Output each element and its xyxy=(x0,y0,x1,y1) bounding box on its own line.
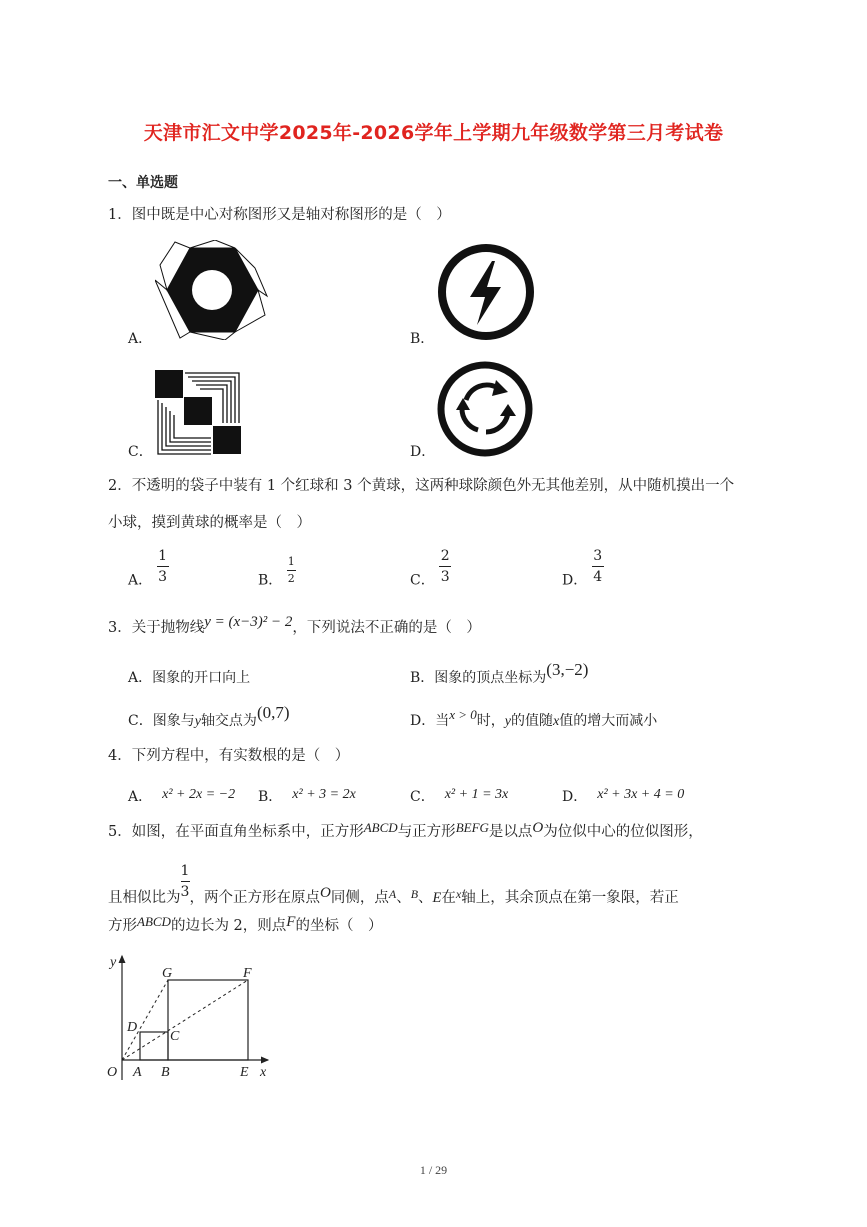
q1-option-b-label: B． xyxy=(410,331,435,347)
label-b: B xyxy=(161,1065,170,1080)
q2-option-c-label: C． xyxy=(410,572,435,589)
q4-option-b-label: B． xyxy=(258,789,283,805)
q3-option-d xyxy=(410,707,658,730)
q2-option-a-label: A． xyxy=(128,572,153,589)
label-x: x xyxy=(260,1065,267,1080)
q2-option-a-fraction: $\frac{1}{3}$ xyxy=(158,548,168,585)
q4-option-c-eq: x² + 1 = 3x xyxy=(444,787,509,802)
q2-option-b xyxy=(258,556,296,590)
q3-option-a: A．图象的开口向上 xyxy=(128,670,251,686)
q5-line2-e-pt: E xyxy=(432,889,442,906)
page-title: 天津市汇文中学2025年-2026学年上学期九年级数学第三月考试卷 xyxy=(143,122,724,144)
square-befg xyxy=(168,980,248,1060)
q3-option-c-math: (0,7) xyxy=(256,703,290,722)
dashed-line-of xyxy=(122,980,248,1060)
q5-line2-j: 在 xyxy=(441,889,456,906)
q3-option-d-var2: x xyxy=(553,714,560,729)
q5-line2-b-pt: B xyxy=(410,886,419,901)
q3-option-c xyxy=(128,703,290,729)
q5-line1-e: 是以点 xyxy=(488,824,533,840)
q3-option-d-mid1: 时， xyxy=(476,713,505,729)
label-f: F xyxy=(243,966,252,981)
q5-square-abcd: ABCD xyxy=(363,820,398,835)
q2-option-b-fraction: $\frac{1}{2}$ xyxy=(287,555,295,585)
q3-option-b-text: B．图象的顶点坐标为 xyxy=(410,670,547,686)
q4-option-b xyxy=(258,786,356,806)
q4-option-b-eq: x² + 3 = 2x xyxy=(292,787,356,802)
page-number: 1 / 29 xyxy=(419,1163,448,1177)
label-g: G xyxy=(162,966,173,981)
q2-option-c xyxy=(410,548,451,590)
q5-ratio-fraction: $\frac{1}{3}$ xyxy=(180,863,190,900)
label-c: C xyxy=(170,1029,180,1044)
q1-figure-c xyxy=(153,368,243,456)
q3-option-d-post: 值的增大而减小 xyxy=(559,713,658,729)
label-e: E xyxy=(240,1065,249,1080)
q5-sep-1: 、 xyxy=(396,889,411,906)
q1-option-a-label: A． xyxy=(128,331,153,347)
q1-option-c-label: C． xyxy=(128,444,153,460)
q2-option-c-fraction: $\frac{2}{3}$ xyxy=(440,548,450,585)
q5-line3-e: 的坐标（ ） xyxy=(295,918,383,934)
q1-figure-b xyxy=(437,243,535,341)
q3-option-d-pre: D．当 xyxy=(410,713,450,729)
q5-point-f: F xyxy=(286,914,296,930)
q5-line2-d: 同侧，点 xyxy=(330,889,389,906)
q4-option-c-label: C． xyxy=(410,789,435,805)
q4-option-a xyxy=(128,786,235,806)
label-o: O xyxy=(107,1065,118,1080)
q1-figure-a xyxy=(155,240,270,340)
q5-line1-c: 与正方形 xyxy=(397,824,456,840)
q2-option-a xyxy=(128,548,169,590)
section-heading: 一、单选题 xyxy=(108,175,178,191)
q2-option-b-label: B． xyxy=(258,572,283,589)
q3-option-d-var1: y xyxy=(504,714,511,729)
q3-option-d-mid2: 的值随 xyxy=(511,713,553,729)
q5-line2-o: O xyxy=(320,884,331,901)
q5-line2-b: ，两个正方形在原点 xyxy=(189,889,320,906)
question-4-stem: 4．下列方程中，有实数根的是（ ） xyxy=(108,748,350,764)
q4-option-a-eq: x² + 2x = −2 xyxy=(162,787,236,802)
q5-line2-x: x xyxy=(455,886,462,901)
q3-option-c-text: C．图象与 xyxy=(128,713,195,729)
question-5-line1 xyxy=(108,822,703,842)
q4-option-d-eq: x² + 3x + 4 = 0 xyxy=(597,787,685,802)
question-5-line2 xyxy=(108,860,679,906)
q1-option-d-label: D． xyxy=(410,444,436,460)
q3-option-b-math: (3,−2) xyxy=(546,660,589,679)
q5-square-befg: BEFG xyxy=(455,820,489,835)
label-a: A xyxy=(133,1065,142,1080)
label-y: y xyxy=(110,955,117,970)
q5-line1-g: 为位似中心的位似图形， xyxy=(543,824,703,840)
q3-option-c-var: y xyxy=(194,714,201,729)
question-1-stem: 1．图中既是中心对称图形又是轴对称图形的是（ ） xyxy=(108,207,451,223)
q5-point-o: O xyxy=(532,820,544,836)
q5-line1-a: 5．如图，在平面直角坐标系中，正方形 xyxy=(108,824,364,840)
q3-formula: y = (x−3)² − 2 xyxy=(204,614,293,630)
question-2-stem-line2: 小球，摸到黄球的概率是（ ） xyxy=(108,515,311,531)
q1-figure-d xyxy=(436,360,534,458)
q3-stem-post: ，下列说法不正确的是（ ） xyxy=(292,620,481,636)
q5-line2-a: 且相似比为 xyxy=(108,889,181,906)
q3-option-d-math: x > 0 xyxy=(449,707,477,722)
q2-option-d xyxy=(562,548,604,590)
q2-option-d-fraction: $\frac{3}{4}$ xyxy=(593,548,603,585)
q4-option-d xyxy=(562,786,684,806)
q5-line3-a: 方形 xyxy=(108,918,137,934)
q4-option-c xyxy=(410,786,508,806)
question-2-stem-line1: 2．不透明的袋子中装有 1 个红球和 3 个黄球，这两种球除颜色外无其他差别，从中随机摸出一个 xyxy=(108,478,735,494)
q4-option-a-label: A． xyxy=(128,789,153,805)
q3-stem-pre: 3．关于抛物线 xyxy=(108,620,205,636)
question-3-stem xyxy=(108,614,481,638)
label-d: D xyxy=(127,1020,138,1035)
q5-sep-2: 、 xyxy=(418,889,433,906)
q5-coordinate-figure xyxy=(100,950,280,1085)
q2-option-d-label: D． xyxy=(562,572,588,589)
q5-line3-abcd: ABCD xyxy=(137,914,171,929)
q3-option-b xyxy=(410,660,589,686)
question-5-line3 xyxy=(108,916,382,936)
q5-line2-a-pt: A xyxy=(388,886,397,901)
q3-option-c-mid: 轴交点为 xyxy=(200,713,257,729)
q5-line3-c: 的边长为 2，则点 xyxy=(170,918,287,934)
q5-line2-l: 轴上，其余顶点在第一象限，若正 xyxy=(461,889,679,906)
q4-option-d-label: D． xyxy=(562,789,588,805)
